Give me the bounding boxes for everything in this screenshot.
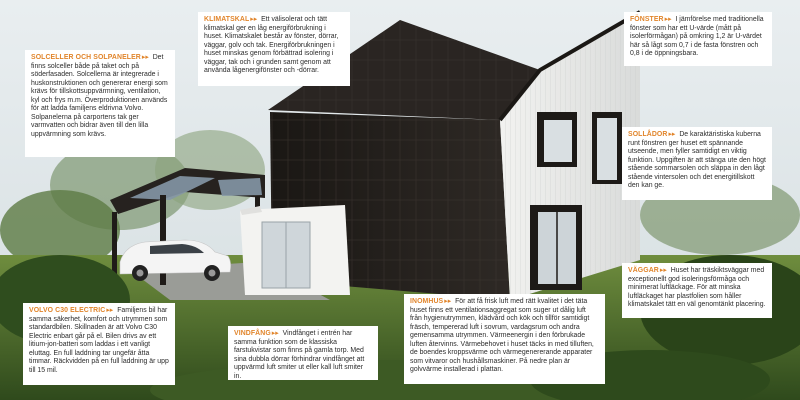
arrow-icon: ▸▸ xyxy=(141,54,149,61)
walls-title: VÄGGAR xyxy=(628,267,659,274)
electric-car-text: Familjens bil har samma säkerhet, komfort och utrymmen som standardbilen. Skillnaden är att Volvo C30 Electric enbart går på el. Bilen drivs av ett litium-jon-batteri som laddas i ett vanligt eluttag. En full laddning tar ungefär åtta timmar. Räckvidden på en full laddning är upp till 15 mil. xyxy=(29,307,169,374)
info-box-solar-panels xyxy=(25,50,175,157)
arrow-icon: ▸▸ xyxy=(668,131,676,138)
window-box-right xyxy=(592,112,622,184)
info-box-vestibule xyxy=(228,326,378,380)
info-box-windows xyxy=(624,12,772,66)
vestibule-title: VINDFÅNG xyxy=(234,330,271,337)
electric-car-title: VOLVO C30 ELECTRIC xyxy=(29,307,106,314)
sun-boxes-title: SOLLÅDOR xyxy=(628,131,668,138)
info-box-walls xyxy=(622,263,772,318)
entrance-vestibule xyxy=(240,205,350,295)
sun-boxes-text: De karaktäristiska kuberna runt fönstren ger huset ett spännande utseende, men fyller samtidigt en viktig funktion. Uppgiften är att stänga ute den högt stående sommarsolen och släppa in den lågt stående vintersolen och det energitillskott den kan ge. xyxy=(628,131,766,189)
solar-panels-title: SOLCELLER OCH SOLPANELER xyxy=(31,54,141,61)
arrow-icon: ▸▸ xyxy=(659,267,667,274)
arrow-icon: ▸▸ xyxy=(444,298,452,305)
info-box-climate-shell xyxy=(198,12,350,86)
info-box-indoors xyxy=(404,294,605,384)
indoors-text: För att få frisk luft med rätt kvalitet i det täta huset finns ett ventilationsaggregat som suger ut dålig luft från hygienutrymmen, klädvård och kök och tillför samtidigt fräsch, tempererad luft i sovrum, vardagsrum och andra gemensamma utrymmen. Värmeenergin i den förbrukade luften återvinns. Värmebehovet i huset täcks in med tilluften, de boendes kroppsvärme och värmegenererande apparater som vitvaror och hushållsmaskiner. På nedre plan är golvvärme installerad i plattan. xyxy=(410,298,594,373)
arrow-icon: ▸▸ xyxy=(106,307,114,314)
window-box-lower xyxy=(530,205,582,290)
arrow-icon: ▸▸ xyxy=(271,330,279,337)
walls-text: Huset har träskiktsväggar med exceptionellt god isoleringsförmåga och minimerat luftläckage. För att minska luftläckaget har plastfolien som håller klimatskalet tätt en väl genomtänkt placering. xyxy=(628,267,766,308)
arrow-icon: ▸▸ xyxy=(664,16,672,23)
arrow-icon: ▸▸ xyxy=(250,16,258,23)
solar-panels-text: Det finns solceller både på taket och på söderfasaden. Solcellerna är integrerade i huskonstruktionen och genererar energi som krävs för tillskottsuppvärmning, ventilation, kyl och frys m.m. Överproduktionen används för att ladda familjens eldrivna Volvo. Solpanelerna på carportens tak ger varmvatten och bidrar även till den lilla uppvärmning som krävs. xyxy=(31,54,168,138)
climate-shell-title: KLIMATSKAL xyxy=(204,16,250,23)
vestibule-text: Vindfånget i entrén har samma funktion som de klassiska farstukvistar som finns på gamla torp. Med sina dubbla dörrar förhindrar vindfånget att uppvärmd luft smiter ut eller kall luft smiter in. xyxy=(234,330,365,380)
info-box-sun-boxes xyxy=(622,127,772,200)
window-box-upper xyxy=(537,112,577,167)
climate-shell-text: Ett välisolerat och tätt klimatskal ger en låg energiförbrukning i huset. Klimatskalet består av fönster, dörrar, väggar, golv och tak. Energiförbrukningen i huset minskas genom förbättrad isolering i väggar, tak och i grunden samt genom att använda lågenergifönster och -dörrar. xyxy=(204,16,339,74)
windows-title: FÖNSTER xyxy=(630,16,664,23)
windows-text: I jämförelse med traditionella fönster som har ett U-värde (mått på isolerförmågan) på omkring 1,2 är U-värdet här så lågt som 0,7 i de fasta fönstren och 0,8 i de öppningsbara. xyxy=(630,16,764,57)
info-box-electric-car xyxy=(23,303,175,385)
indoors-title: INOMHUS xyxy=(410,298,444,305)
